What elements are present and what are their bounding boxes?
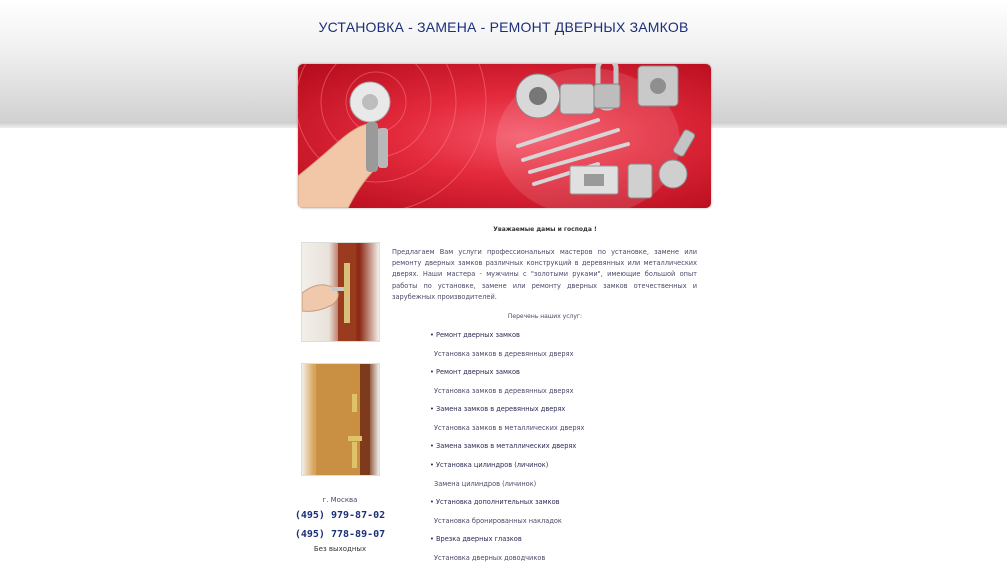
service-item: • Установка цилиндров (личинок) [430, 461, 549, 469]
contact-city: г. Москва [322, 496, 358, 504]
service-item: Установка дверных доводчиков [434, 554, 546, 562]
contact-hours: Без выходных [313, 545, 367, 553]
contact-phone-2[interactable]: (495) 778-89-07 [294, 529, 386, 540]
service-item: • Ремонт дверных замков [430, 331, 520, 339]
contact-phone-1[interactable]: (495) 979-87-02 [294, 510, 386, 521]
service-item: Установка замков в металлических дверях [434, 424, 585, 432]
lock-install-photo [301, 242, 380, 342]
service-item: Установка замков в деревянных дверях [434, 387, 574, 395]
service-item: Установка бронированных накладок [434, 517, 562, 525]
greeting-heading: Уважаемые дамы и господа ! [493, 226, 597, 233]
service-item: • Замена замков в деревянных дверях [430, 405, 566, 413]
service-item: • Врезка дверных глазков [430, 535, 522, 543]
banner-illustration [298, 64, 711, 208]
service-item: Установка замков в деревянных дверях [434, 350, 574, 358]
site-title: УСТАНОВКА - ЗАМЕНА - РЕМОНТ ДВЕРНЫХ ЗАМКОВ [318, 19, 689, 35]
header-banner [298, 64, 711, 208]
services-heading: Перечень наших услуг: [507, 313, 583, 320]
service-item: • Ремонт дверных замков [430, 368, 520, 376]
service-item: • Замена замков в металлических дверях [430, 442, 577, 450]
door-lock-photo [301, 363, 380, 476]
service-item: • Установка дополнительных замков [430, 498, 560, 506]
intro-paragraph: Предлагаем Вам услуги профессиональных мастеров по установке, замене или ремонту дверных замков различных конструкций в деревянных или металлических дверях. Наши мастера - мужчины с "золотыми руками", имеющие большой опыт работы по установке, замене или ремонту дверных замков отечественных и зарубежных производителей. [392, 248, 697, 301]
service-item: Замена цилиндров (личинок) [434, 480, 537, 488]
